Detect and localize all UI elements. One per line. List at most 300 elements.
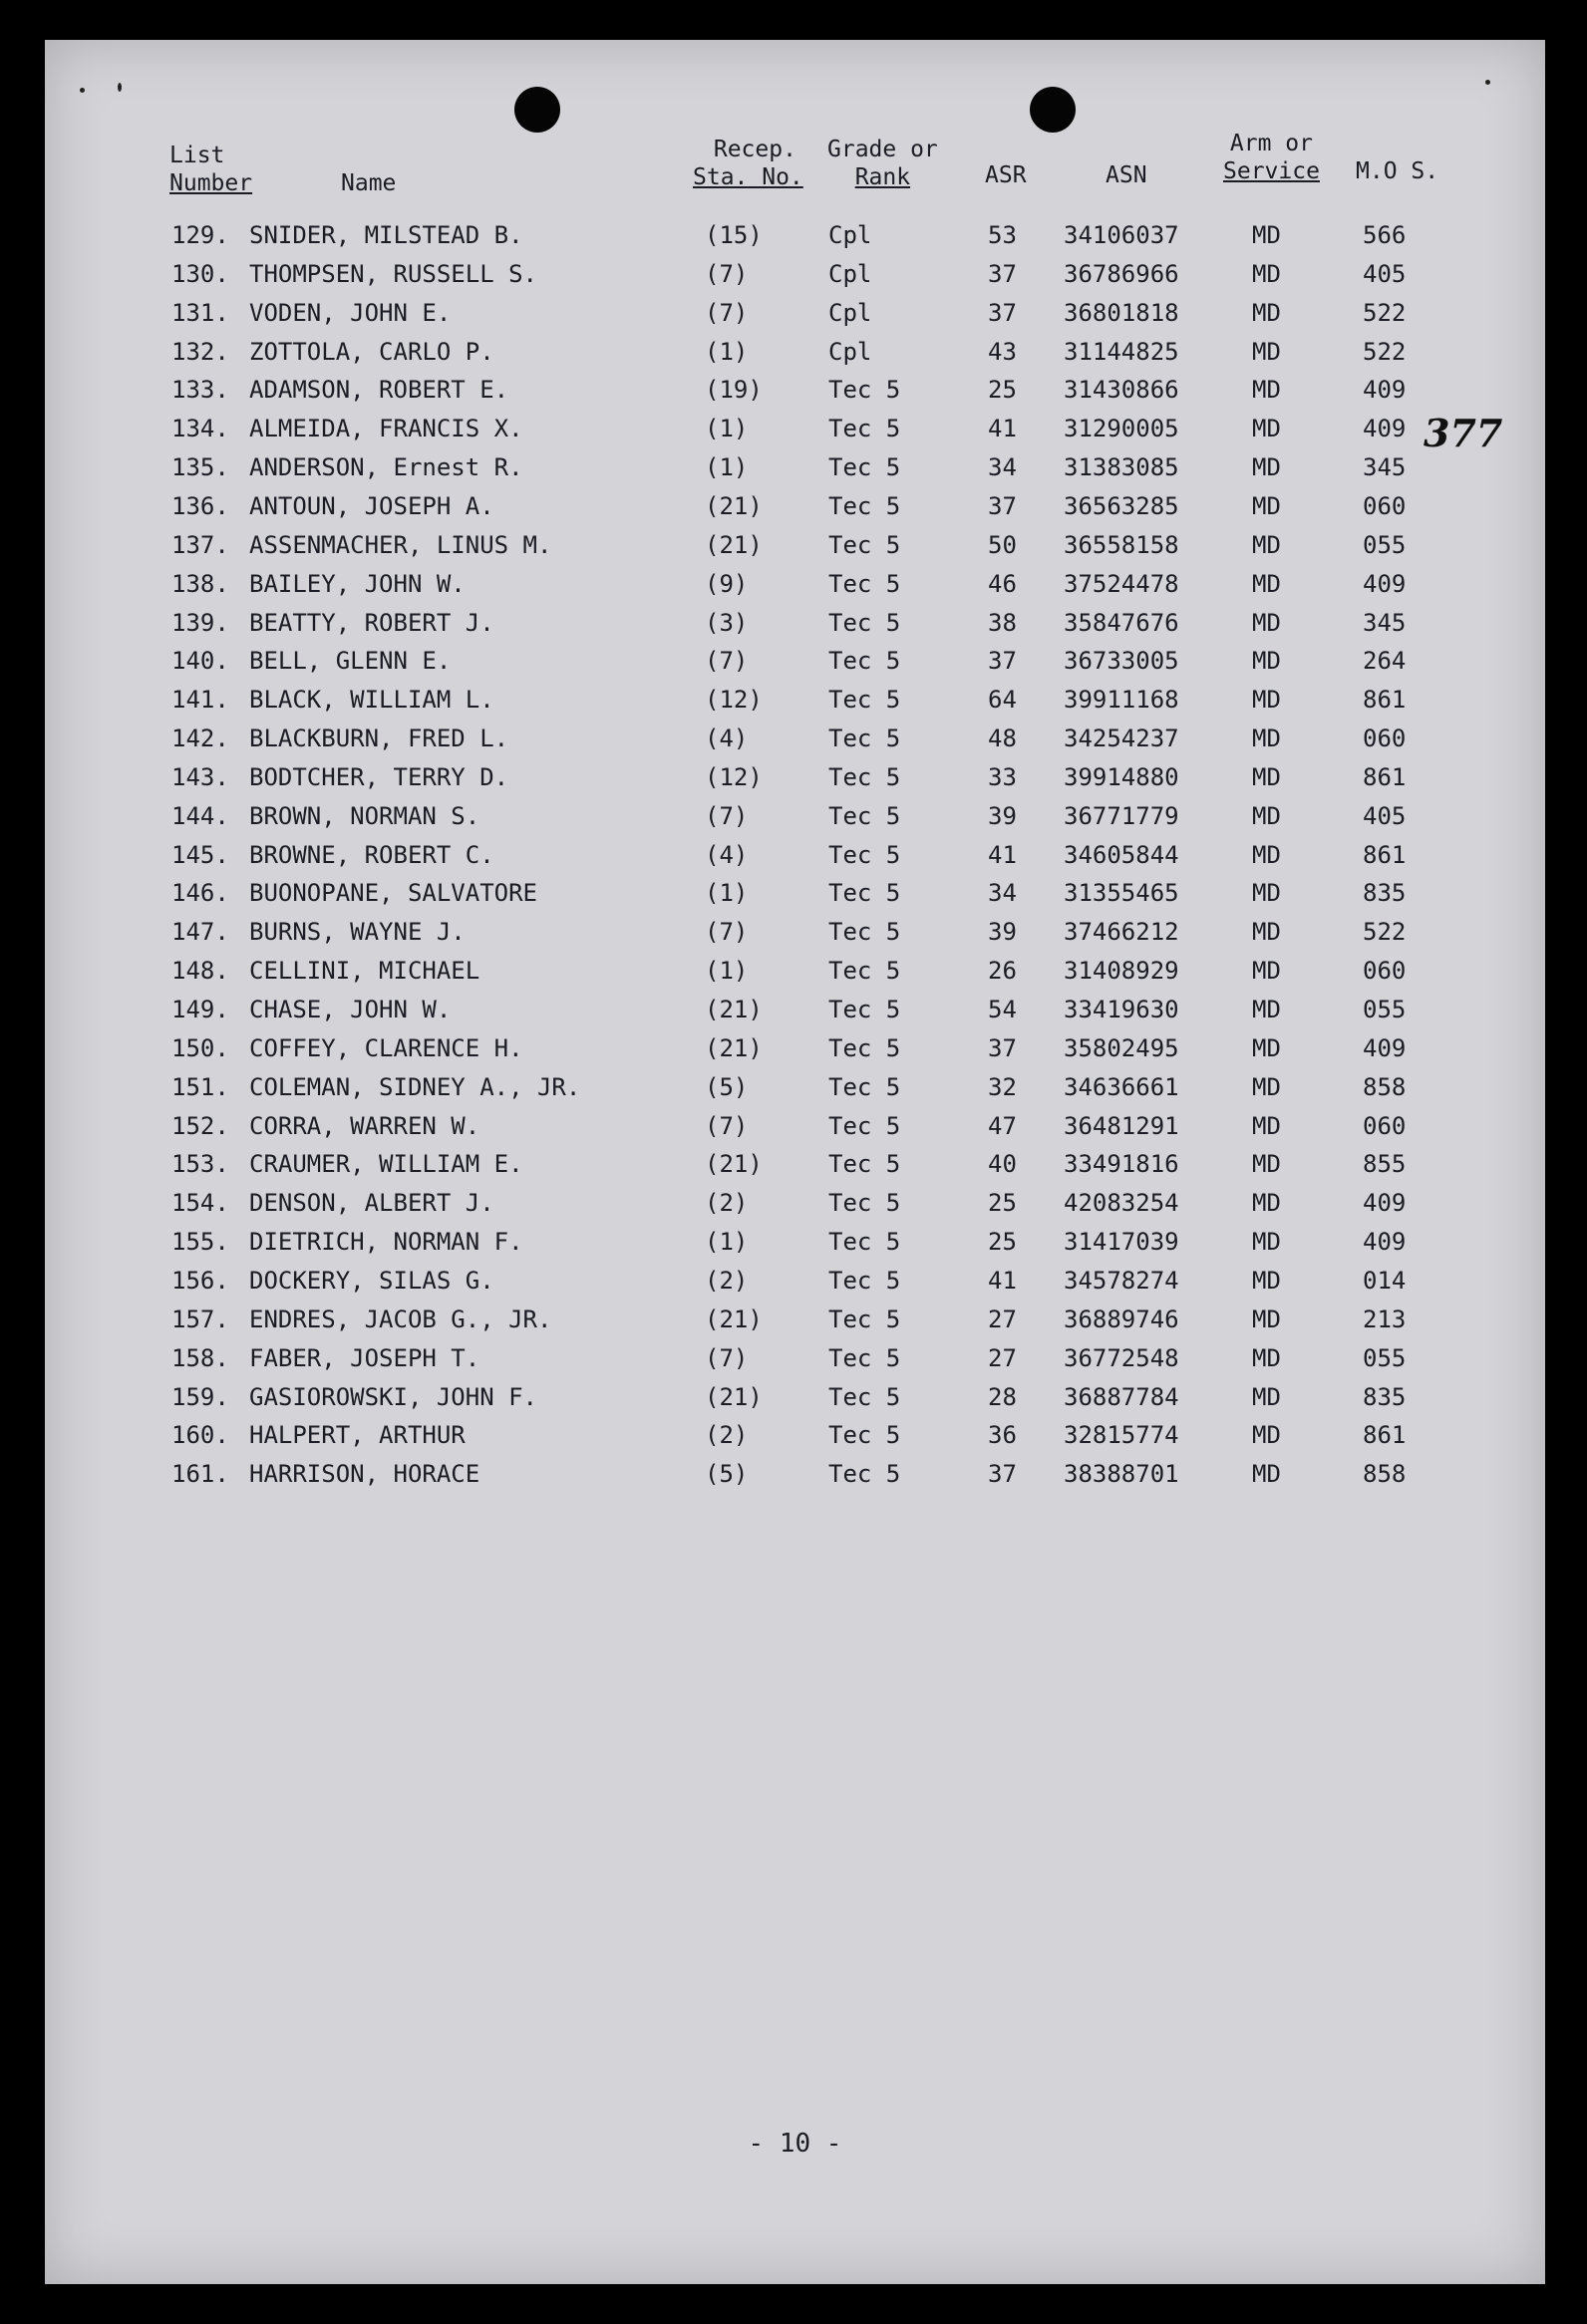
- cell-num: 137.: [171, 530, 229, 559]
- cell-mos: 522: [1363, 918, 1407, 947]
- cell-sta: (12): [705, 686, 763, 715]
- cell-rank: Tec 5: [828, 1305, 901, 1333]
- cell-asr: 41: [988, 415, 1017, 443]
- cell-name: BLACK, WILLIAM L.: [249, 686, 494, 715]
- cell-num: 139.: [171, 608, 229, 637]
- table-row: [45, 918, 1545, 958]
- cell-arm: MD: [1252, 491, 1281, 520]
- header-recep-sta-no: Recep. Sta. No.: [693, 137, 803, 190]
- cell-mos: 835: [1363, 879, 1407, 908]
- header-grade-rank: Grade or Rank: [827, 137, 938, 190]
- cell-num: 132.: [171, 337, 229, 366]
- cell-mos: 055: [1363, 1343, 1407, 1372]
- cell-mos: 405: [1363, 801, 1407, 830]
- cell-sta: (1): [705, 1228, 749, 1257]
- cell-arm: MD: [1252, 1382, 1281, 1411]
- cell-asr: 50: [988, 530, 1017, 559]
- cell-mos: 060: [1363, 491, 1407, 520]
- cell-name: ALMEIDA, FRANCIS X.: [249, 415, 523, 443]
- cell-sta: (7): [705, 259, 749, 288]
- cell-asn: 36772548: [1064, 1343, 1179, 1372]
- cell-mos: 060: [1363, 725, 1407, 753]
- cell-mos: 055: [1363, 996, 1407, 1023]
- table-row: [45, 415, 1545, 454]
- table-row: [45, 221, 1545, 261]
- punch-hole-left: [514, 87, 560, 133]
- cell-sta: (21): [705, 1150, 763, 1179]
- cell-asn: 34578274: [1064, 1266, 1179, 1295]
- cell-num: 134.: [171, 415, 229, 443]
- cell-name: BELL, GLENN E.: [249, 647, 452, 676]
- cell-rank: Tec 5: [828, 1228, 901, 1257]
- cell-sta: (4): [705, 725, 749, 753]
- cell-asn: 42083254: [1064, 1189, 1179, 1218]
- cell-asr: 53: [988, 221, 1017, 249]
- cell-asr: 37: [988, 1460, 1017, 1489]
- cell-name: ANDERSON, Ernest R.: [249, 453, 523, 482]
- cell-sta: (2): [705, 1421, 749, 1450]
- cell-asn: 32815774: [1064, 1421, 1179, 1450]
- cell-rank: Tec 5: [828, 647, 901, 676]
- header-asr: ASR: [985, 162, 1027, 188]
- cell-name: GASIOROWSKI, JOHN F.: [249, 1382, 537, 1411]
- cell-name: THOMPSEN, RUSSELL S.: [249, 259, 537, 288]
- cell-mos: 522: [1363, 298, 1407, 327]
- cell-num: 154.: [171, 1189, 229, 1218]
- table-row: [45, 1460, 1545, 1500]
- cell-arm: MD: [1252, 1150, 1281, 1179]
- cell-mos: 405: [1363, 259, 1407, 288]
- cell-arm: MD: [1252, 1460, 1281, 1489]
- cell-mos: 264: [1363, 647, 1407, 676]
- cell-mos: 409: [1363, 569, 1407, 598]
- cell-sta: (21): [705, 1033, 763, 1062]
- cell-rank: Cpl: [828, 221, 872, 249]
- cell-mos: 861: [1363, 686, 1407, 715]
- cell-rank: Tec 5: [828, 1189, 901, 1218]
- cell-asr: 39: [988, 801, 1017, 830]
- cell-asr: 32: [988, 1072, 1017, 1101]
- cell-asn: 34106037: [1064, 221, 1179, 249]
- cell-rank: Tec 5: [828, 1111, 901, 1140]
- cell-num: 161.: [171, 1460, 229, 1489]
- cell-asr: 39: [988, 918, 1017, 947]
- cell-mos: 861: [1363, 1421, 1407, 1450]
- cell-name: BLACKBURN, FRED L.: [249, 725, 509, 753]
- table-row: [45, 531, 1545, 571]
- cell-arm: MD: [1252, 453, 1281, 482]
- cell-asn: 36481291: [1064, 1111, 1179, 1140]
- cell-sta: (5): [705, 1072, 749, 1101]
- cell-asr: 25: [988, 1228, 1017, 1257]
- cell-name: ASSENMACHER, LINUS M.: [249, 530, 552, 559]
- table-row: [45, 996, 1545, 1035]
- cell-arm: MD: [1252, 221, 1281, 249]
- cell-rank: Tec 5: [828, 686, 901, 715]
- punch-hole-right: [1030, 87, 1076, 133]
- cell-arm: MD: [1252, 957, 1281, 986]
- cell-mos: 409: [1363, 1033, 1407, 1062]
- cell-asr: 47: [988, 1111, 1017, 1140]
- cell-arm: MD: [1252, 1111, 1281, 1140]
- cell-asn: 33419630: [1064, 996, 1179, 1023]
- table-row: [45, 1150, 1545, 1190]
- cell-sta: (21): [705, 1382, 763, 1411]
- cell-asr: 41: [988, 1266, 1017, 1295]
- cell-num: 158.: [171, 1343, 229, 1372]
- cell-asr: 33: [988, 762, 1017, 791]
- table-row: [45, 376, 1545, 416]
- cell-name: BUONOPANE, SALVATORE: [249, 879, 537, 908]
- cell-asr: 27: [988, 1343, 1017, 1372]
- cell-arm: MD: [1252, 1266, 1281, 1295]
- cell-name: CELLINI, MICHAEL: [249, 957, 480, 986]
- cell-asr: 36: [988, 1421, 1017, 1450]
- table-row: [45, 647, 1545, 687]
- cell-arm: MD: [1252, 647, 1281, 676]
- cell-name: HALPERT, ARTHUR: [249, 1421, 466, 1450]
- cell-asn: 37466212: [1064, 918, 1179, 947]
- cell-mos: 409: [1363, 1189, 1407, 1218]
- cell-asn: 36801818: [1064, 298, 1179, 327]
- cell-sta: (7): [705, 647, 749, 676]
- cell-asr: 34: [988, 879, 1017, 908]
- document-page: [45, 40, 1545, 2284]
- page-number: - 10 -: [748, 2129, 842, 2159]
- cell-rank: Tec 5: [828, 415, 901, 443]
- table-row: [45, 260, 1545, 300]
- table-row: [45, 1112, 1545, 1152]
- table-row: [45, 1228, 1545, 1268]
- cell-name: BEATTY, ROBERT J.: [249, 608, 494, 637]
- cell-num: 157.: [171, 1305, 229, 1333]
- cell-asr: 25: [988, 1189, 1017, 1218]
- cell-asn: 33491816: [1064, 1150, 1179, 1179]
- cell-arm: MD: [1252, 801, 1281, 830]
- cell-asn: 31430866: [1064, 376, 1179, 405]
- cell-asr: 37: [988, 647, 1017, 676]
- cell-sta: (9): [705, 569, 749, 598]
- cell-name: DIETRICH, NORMAN F.: [249, 1228, 523, 1257]
- cell-sta: (21): [705, 996, 763, 1023]
- cell-arm: MD: [1252, 918, 1281, 947]
- table-row: [45, 957, 1545, 997]
- cell-arm: MD: [1252, 1343, 1281, 1372]
- cell-asn: 36889746: [1064, 1305, 1179, 1333]
- cell-arm: MD: [1252, 879, 1281, 908]
- cell-num: 131.: [171, 298, 229, 327]
- cell-asn: 31144825: [1064, 337, 1179, 366]
- cell-name: ENDRES, JACOB G., JR.: [249, 1305, 552, 1333]
- cell-num: 160.: [171, 1421, 229, 1450]
- cell-sta: (7): [705, 801, 749, 830]
- cell-name: BODTCHER, TERRY D.: [249, 762, 509, 791]
- cell-arm: MD: [1252, 608, 1281, 637]
- table-row: [45, 570, 1545, 610]
- table-row: [45, 1034, 1545, 1074]
- cell-asn: 31383085: [1064, 453, 1179, 482]
- cell-asn: 31355465: [1064, 879, 1179, 908]
- header-asn: ASN: [1106, 162, 1147, 188]
- cell-num: 143.: [171, 762, 229, 791]
- cell-arm: MD: [1252, 415, 1281, 443]
- cell-rank: Tec 5: [828, 918, 901, 947]
- cell-mos: 345: [1363, 453, 1407, 482]
- cell-asn: 36771779: [1064, 801, 1179, 830]
- cell-name: DOCKERY, SILAS G.: [249, 1266, 494, 1295]
- cell-name: DENSON, ALBERT J.: [249, 1189, 494, 1218]
- cell-asr: 28: [988, 1382, 1017, 1411]
- cell-sta: (3): [705, 608, 749, 637]
- cell-rank: Tec 5: [828, 1150, 901, 1179]
- cell-rank: Tec 5: [828, 762, 901, 791]
- cell-num: 148.: [171, 957, 229, 986]
- cell-rank: Tec 5: [828, 1033, 901, 1062]
- cell-mos: 522: [1363, 337, 1407, 366]
- cell-num: 156.: [171, 1266, 229, 1295]
- cell-asr: 40: [988, 1150, 1017, 1179]
- cell-asr: 37: [988, 491, 1017, 520]
- cell-asn: 37524478: [1064, 569, 1179, 598]
- cell-arm: MD: [1252, 996, 1281, 1023]
- cell-asn: 36887784: [1064, 1382, 1179, 1411]
- cell-mos: 409: [1363, 1228, 1407, 1257]
- table-row: [45, 609, 1545, 649]
- cell-arm: MD: [1252, 1072, 1281, 1101]
- cell-asr: 26: [988, 957, 1017, 986]
- cell-asr: 38: [988, 608, 1017, 637]
- cell-name: BROWN, NORMAN S.: [249, 801, 480, 830]
- header-mos: M.O S.: [1356, 158, 1439, 184]
- cell-num: 129.: [171, 221, 229, 249]
- cell-name: VODEN, JOHN E.: [249, 298, 452, 327]
- cell-arm: MD: [1252, 1228, 1281, 1257]
- cell-name: CRAUMER, WILLIAM E.: [249, 1150, 523, 1179]
- header-name: Name: [341, 170, 397, 196]
- cell-name: COFFEY, CLARENCE H.: [249, 1033, 523, 1062]
- cell-rank: Tec 5: [828, 725, 901, 753]
- cell-sta: (12): [705, 762, 763, 791]
- cell-asn: 31290005: [1064, 415, 1179, 443]
- table-row: [45, 492, 1545, 532]
- cell-num: 140.: [171, 647, 229, 676]
- cell-rank: Tec 5: [828, 453, 901, 482]
- cell-mos: 855: [1363, 1150, 1407, 1179]
- cell-rank: Tec 5: [828, 1460, 901, 1489]
- cell-num: 151.: [171, 1072, 229, 1101]
- cell-asn: 39911168: [1064, 686, 1179, 715]
- cell-asr: 54: [988, 996, 1017, 1023]
- cell-asn: 39914880: [1064, 762, 1179, 791]
- header-list-number: List Number: [169, 143, 253, 196]
- cell-mos: 861: [1363, 840, 1407, 869]
- table-row: [45, 453, 1545, 493]
- cell-name: SNIDER, MILSTEAD B.: [249, 221, 523, 249]
- cell-sta: (21): [705, 491, 763, 520]
- cell-sta: (2): [705, 1189, 749, 1218]
- cell-asn: 34636661: [1064, 1072, 1179, 1101]
- cell-sta: (4): [705, 840, 749, 869]
- cell-sta: (1): [705, 415, 749, 443]
- cell-mos: 858: [1363, 1460, 1407, 1489]
- cell-arm: MD: [1252, 840, 1281, 869]
- cell-num: 136.: [171, 491, 229, 520]
- cell-asr: 48: [988, 725, 1017, 753]
- cell-sta: (5): [705, 1460, 749, 1489]
- table-row: [45, 725, 1545, 764]
- cell-asn: 34605844: [1064, 840, 1179, 869]
- cell-name: BURNS, WAYNE J.: [249, 918, 466, 947]
- table-row: [45, 841, 1545, 881]
- cell-asr: 64: [988, 686, 1017, 715]
- cell-asn: 36563285: [1064, 491, 1179, 520]
- cell-sta: (15): [705, 221, 763, 249]
- cell-num: 159.: [171, 1382, 229, 1411]
- table-row: [45, 1189, 1545, 1229]
- cell-arm: MD: [1252, 1189, 1281, 1218]
- cell-asr: 46: [988, 569, 1017, 598]
- table-row: [45, 1267, 1545, 1307]
- table-row: [45, 1306, 1545, 1345]
- cell-sta: (7): [705, 298, 749, 327]
- cell-sta: (21): [705, 1305, 763, 1333]
- cell-name: FABER, JOSEPH T.: [249, 1343, 480, 1372]
- cell-num: 155.: [171, 1228, 229, 1257]
- cell-sta: (7): [705, 1343, 749, 1372]
- cell-rank: Tec 5: [828, 1382, 901, 1411]
- cell-num: 153.: [171, 1150, 229, 1179]
- cell-asr: 25: [988, 376, 1017, 405]
- cell-mos: 858: [1363, 1072, 1407, 1101]
- cell-name: HARRISON, HORACE: [249, 1460, 480, 1489]
- cell-num: 145.: [171, 840, 229, 869]
- cell-rank: Tec 5: [828, 530, 901, 559]
- cell-asr: 34: [988, 453, 1017, 482]
- cell-mos: 566: [1363, 221, 1407, 249]
- cell-arm: MD: [1252, 1033, 1281, 1062]
- cell-num: 141.: [171, 686, 229, 715]
- table-row: [45, 1073, 1545, 1113]
- cell-rank: Tec 5: [828, 879, 901, 908]
- table-row: [45, 686, 1545, 726]
- margin-handwritten-number: 377: [1424, 411, 1503, 455]
- cell-mos: 409: [1363, 415, 1407, 443]
- cell-num: 146.: [171, 879, 229, 908]
- cell-asr: 37: [988, 1033, 1017, 1062]
- cell-mos: 835: [1363, 1382, 1407, 1411]
- cell-asn: 35847676: [1064, 608, 1179, 637]
- cell-arm: MD: [1252, 762, 1281, 791]
- cell-arm: MD: [1252, 686, 1281, 715]
- cell-asr: 43: [988, 337, 1017, 366]
- cell-name: BROWNE, ROBERT C.: [249, 840, 494, 869]
- cell-num: 138.: [171, 569, 229, 598]
- cell-asn: 31408929: [1064, 957, 1179, 986]
- cell-rank: Tec 5: [828, 801, 901, 830]
- cell-num: 149.: [171, 996, 229, 1023]
- cell-asr: 41: [988, 840, 1017, 869]
- table-row: [45, 1383, 1545, 1423]
- cell-name: ANTOUN, JOSEPH A.: [249, 491, 494, 520]
- cell-mos: 014: [1363, 1266, 1407, 1295]
- cell-sta: (2): [705, 1266, 749, 1295]
- speck: [118, 83, 122, 92]
- cell-rank: Cpl: [828, 298, 872, 327]
- cell-asr: 37: [988, 298, 1017, 327]
- cell-mos: 060: [1363, 1111, 1407, 1140]
- cell-rank: Tec 5: [828, 491, 901, 520]
- cell-rank: Cpl: [828, 259, 872, 288]
- cell-sta: (1): [705, 957, 749, 986]
- table-row: [45, 1421, 1545, 1461]
- cell-mos: 213: [1363, 1305, 1407, 1333]
- cell-mos: 409: [1363, 376, 1407, 405]
- cell-sta: (21): [705, 530, 763, 559]
- cell-arm: MD: [1252, 259, 1281, 288]
- table-row: [45, 299, 1545, 339]
- cell-rank: Tec 5: [828, 1343, 901, 1372]
- cell-arm: MD: [1252, 1421, 1281, 1450]
- cell-arm: MD: [1252, 376, 1281, 405]
- cell-name: CORRA, WARREN W.: [249, 1111, 480, 1140]
- cell-asr: 37: [988, 259, 1017, 288]
- cell-name: BAILEY, JOHN W.: [249, 569, 466, 598]
- cell-num: 147.: [171, 918, 229, 947]
- cell-name: COLEMAN, SIDNEY A., JR.: [249, 1072, 581, 1101]
- cell-num: 150.: [171, 1033, 229, 1062]
- cell-rank: Tec 5: [828, 376, 901, 405]
- cell-asn: 38388701: [1064, 1460, 1179, 1489]
- cell-sta: (1): [705, 879, 749, 908]
- cell-sta: (1): [705, 337, 749, 366]
- cell-num: 144.: [171, 801, 229, 830]
- cell-mos: 060: [1363, 957, 1407, 986]
- cell-arm: MD: [1252, 725, 1281, 753]
- cell-sta: (19): [705, 376, 763, 405]
- cell-rank: Tec 5: [828, 996, 901, 1023]
- cell-name: ADAMSON, ROBERT E.: [249, 376, 509, 405]
- speck: [80, 88, 85, 93]
- table-row: [45, 763, 1545, 803]
- cell-mos: 055: [1363, 530, 1407, 559]
- table-row: [45, 338, 1545, 378]
- cell-arm: MD: [1252, 569, 1281, 598]
- cell-rank: Tec 5: [828, 608, 901, 637]
- cell-rank: Tec 5: [828, 569, 901, 598]
- cell-name: CHASE, JOHN W.: [249, 996, 452, 1023]
- cell-asn: 34254237: [1064, 725, 1179, 753]
- cell-arm: MD: [1252, 337, 1281, 366]
- cell-rank: Tec 5: [828, 1421, 901, 1450]
- table-row: [45, 879, 1545, 919]
- cell-name: ZOTTOLA, CARLO P.: [249, 337, 494, 366]
- cell-mos: 345: [1363, 608, 1407, 637]
- cell-asn: 35802495: [1064, 1033, 1179, 1062]
- cell-asn: 36558158: [1064, 530, 1179, 559]
- cell-sta: (7): [705, 1111, 749, 1140]
- cell-asn: 31417039: [1064, 1228, 1179, 1257]
- cell-rank: Tec 5: [828, 957, 901, 986]
- table-row: [45, 1344, 1545, 1384]
- cell-rank: Tec 5: [828, 1072, 901, 1101]
- speck: [1485, 80, 1490, 85]
- header-arm-service: Arm or Service: [1223, 131, 1320, 184]
- cell-rank: Tec 5: [828, 1266, 901, 1295]
- cell-arm: MD: [1252, 530, 1281, 559]
- cell-arm: MD: [1252, 298, 1281, 327]
- cell-asn: 36786966: [1064, 259, 1179, 288]
- cell-num: 130.: [171, 259, 229, 288]
